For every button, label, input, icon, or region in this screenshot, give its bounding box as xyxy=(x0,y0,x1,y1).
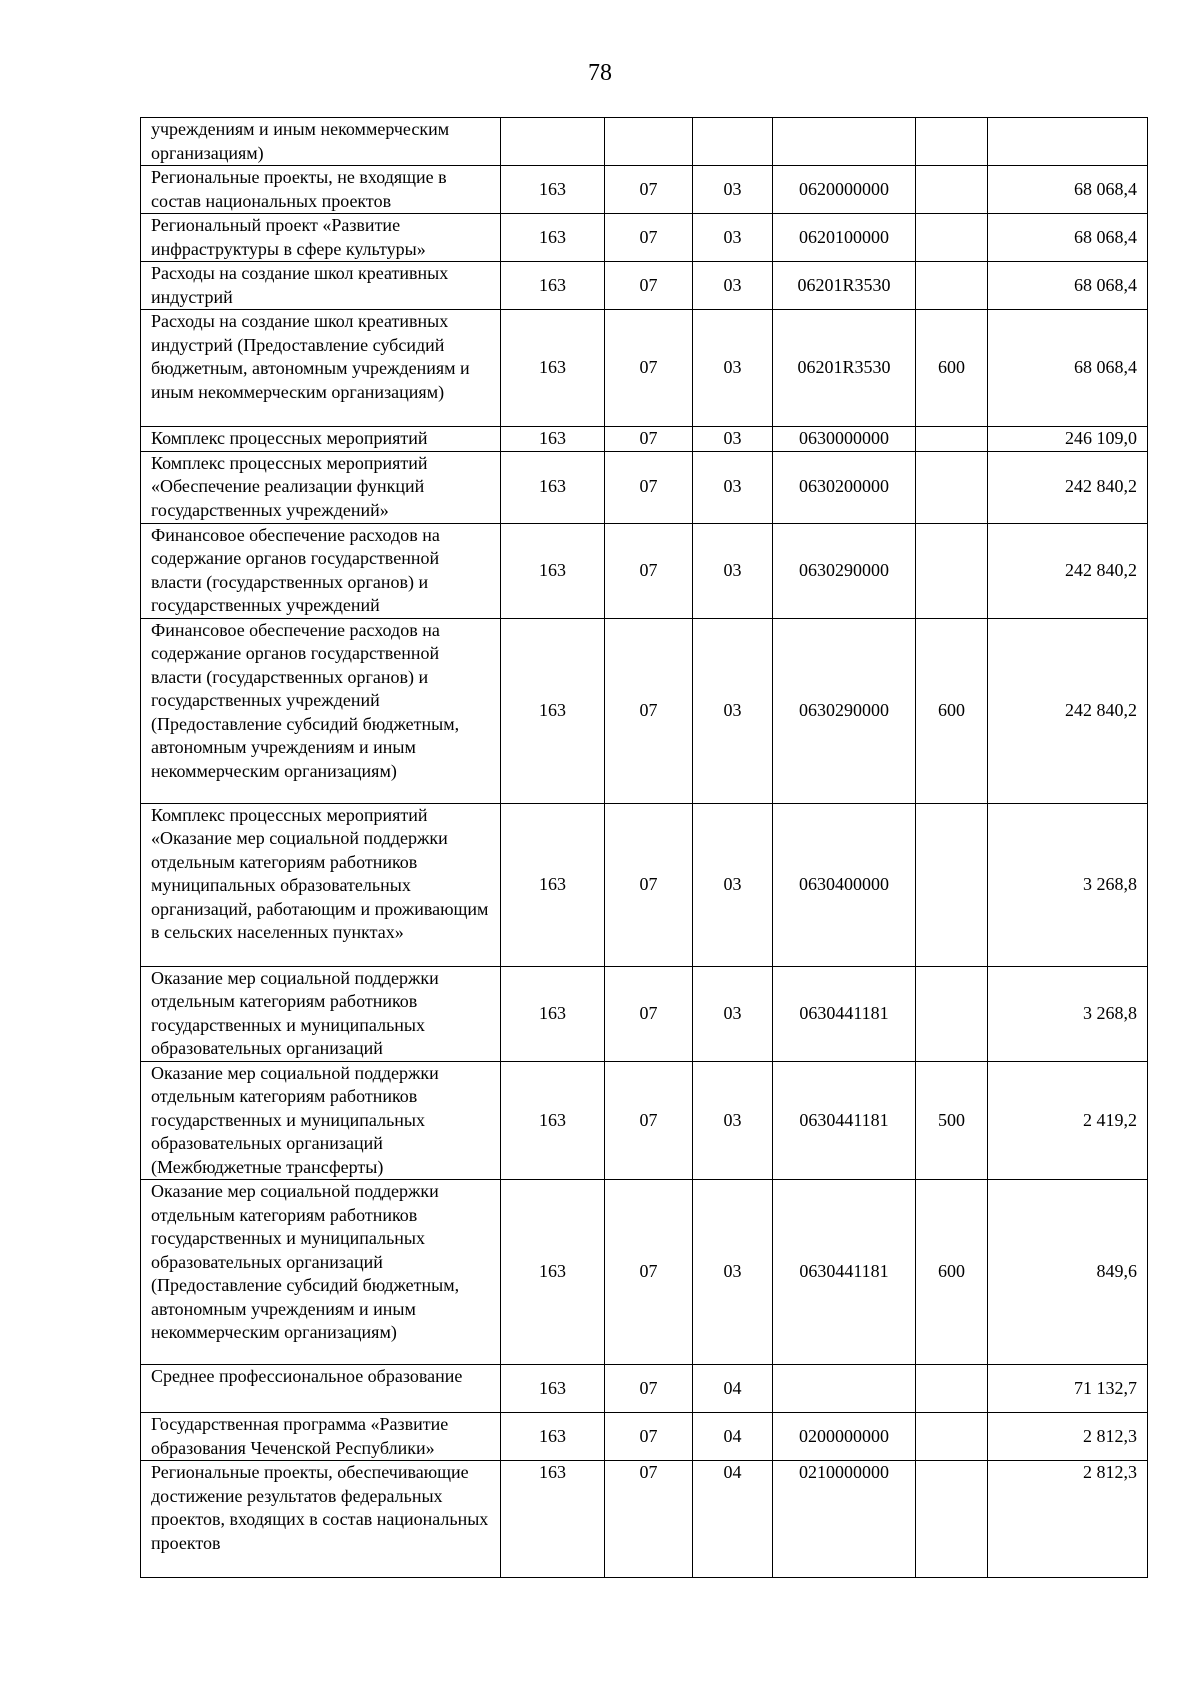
cell-code-vr xyxy=(916,118,988,166)
cell-code-pr: 04 xyxy=(693,1413,773,1461)
table-row xyxy=(141,310,1148,427)
cell-code-pr: 03 xyxy=(693,1180,773,1365)
cell-amount: 68 068,4 xyxy=(988,214,1148,262)
cell-code-gr: 163 xyxy=(501,803,605,966)
cell-code-pr: 04 xyxy=(693,1365,773,1413)
cell-code-csr: 06201R3530 xyxy=(773,310,916,427)
cell-expense-name: Оказание мер социальной поддержки отдельным категориям работников государственных и муниципальных образовательных организаций xyxy=(141,966,501,1061)
cell-code-csr: 0620000000 xyxy=(773,166,916,214)
cell-amount: 2 812,3 xyxy=(988,1413,1148,1461)
cell-amount: 2 419,2 xyxy=(988,1061,1148,1180)
cell-code-gr: 163 xyxy=(501,451,605,523)
budget-table xyxy=(140,117,1148,1578)
cell-expense-name: Оказание мер социальной поддержки отдельным категориям работников государственных и муниципальных образовательных организаций (Предоставление субсидий бюджетным, автономным учреждениям и иным некоммерческим организациям) xyxy=(141,1180,501,1365)
cell-code-pr: 03 xyxy=(693,523,773,618)
cell-amount: 242 840,2 xyxy=(988,451,1148,523)
cell-code-rz: 07 xyxy=(605,310,693,427)
cell-code-vr xyxy=(916,966,988,1061)
cell-code-rz: 07 xyxy=(605,1365,693,1413)
cell-code-gr: 163 xyxy=(501,427,605,452)
cell-code-gr: 163 xyxy=(501,1365,605,1413)
cell-code-gr: 163 xyxy=(501,166,605,214)
cell-code-csr: 0630441181 xyxy=(773,1180,916,1365)
cell-code-gr: 163 xyxy=(501,1061,605,1180)
cell-amount: 849,6 xyxy=(988,1180,1148,1365)
cell-amount: 246 109,0 xyxy=(988,427,1148,452)
cell-expense-name: учреждениям и иным некоммерческим организациям) xyxy=(141,118,501,166)
cell-expense-name: Государственная программа «Развитие образования Чеченской Республики» xyxy=(141,1413,501,1461)
cell-code-rz: 07 xyxy=(605,1180,693,1365)
cell-code-vr xyxy=(916,803,988,966)
table-row xyxy=(141,214,1148,262)
cell-code-pr: 03 xyxy=(693,451,773,523)
cell-code-gr: 163 xyxy=(501,966,605,1061)
table-row xyxy=(141,966,1148,1061)
cell-amount: 71 132,7 xyxy=(988,1365,1148,1413)
cell-code-rz: 07 xyxy=(605,262,693,310)
cell-expense-name: Финансовое обеспечение расходов на содержание органов государственной власти (государственных органов) и государственных учреждений (Предоставление субсидий бюджетным, автономным учреждениям и иным некоммерческим организациям) xyxy=(141,618,501,803)
cell-code-gr: 163 xyxy=(501,310,605,427)
table-row xyxy=(141,618,1148,803)
cell-amount: 242 840,2 xyxy=(988,523,1148,618)
cell-code-csr: 0630290000 xyxy=(773,618,916,803)
cell-amount: 68 068,4 xyxy=(988,262,1148,310)
cell-code-rz: 07 xyxy=(605,427,693,452)
cell-expense-name: Финансовое обеспечение расходов на содержание органов государственной власти (государственных органов) и государственных учреждений xyxy=(141,523,501,618)
cell-code-gr: 163 xyxy=(501,618,605,803)
table-row xyxy=(141,427,1148,452)
cell-code-csr: 0630441181 xyxy=(773,1061,916,1180)
table-row xyxy=(141,118,1148,166)
cell-code-rz: 07 xyxy=(605,214,693,262)
cell-code-pr xyxy=(693,118,773,166)
cell-expense-name: Региональные проекты, обеспечивающие достижение результатов федеральных проектов, входящих в состав национальных проектов xyxy=(141,1461,501,1578)
cell-amount: 3 268,8 xyxy=(988,803,1148,966)
cell-code-rz: 07 xyxy=(605,166,693,214)
cell-code-gr xyxy=(501,118,605,166)
cell-expense-name: Расходы на создание школ креативных индустрий (Предоставление субсидий бюджетным, автономным учреждениям и иным некоммерческим организациям) xyxy=(141,310,501,427)
cell-code-csr: 0210000000 xyxy=(773,1461,916,1578)
cell-code-gr: 163 xyxy=(501,1413,605,1461)
cell-code-vr xyxy=(916,523,988,618)
cell-code-gr: 163 xyxy=(501,523,605,618)
table-body xyxy=(141,118,1148,1578)
cell-code-pr: 03 xyxy=(693,166,773,214)
cell-code-csr: 0630400000 xyxy=(773,803,916,966)
cell-amount: 2 812,3 xyxy=(988,1461,1148,1578)
cell-code-csr xyxy=(773,1365,916,1413)
cell-code-pr: 03 xyxy=(693,966,773,1061)
cell-code-pr: 03 xyxy=(693,214,773,262)
cell-code-vr: 600 xyxy=(916,310,988,427)
cell-code-rz: 07 xyxy=(605,451,693,523)
table-row xyxy=(141,166,1148,214)
cell-code-csr: 0630441181 xyxy=(773,966,916,1061)
table-row xyxy=(141,1413,1148,1461)
cell-code-csr: 0620100000 xyxy=(773,214,916,262)
table-row xyxy=(141,451,1148,523)
table-row xyxy=(141,1180,1148,1365)
cell-amount: 68 068,4 xyxy=(988,166,1148,214)
cell-code-rz: 07 xyxy=(605,1061,693,1180)
cell-expense-name: Региональные проекты, не входящие в состав национальных проектов xyxy=(141,166,501,214)
cell-code-vr xyxy=(916,262,988,310)
cell-code-csr: 0630200000 xyxy=(773,451,916,523)
cell-expense-name: Среднее профессиональное образование xyxy=(141,1365,501,1413)
cell-code-vr: 600 xyxy=(916,618,988,803)
cell-code-pr: 03 xyxy=(693,1061,773,1180)
cell-code-csr: 0200000000 xyxy=(773,1413,916,1461)
cell-code-csr: 0630000000 xyxy=(773,427,916,452)
cell-code-rz xyxy=(605,118,693,166)
cell-code-vr: 600 xyxy=(916,1180,988,1365)
cell-code-gr: 163 xyxy=(501,262,605,310)
cell-code-vr xyxy=(916,427,988,452)
cell-amount xyxy=(988,118,1148,166)
table-row xyxy=(141,262,1148,310)
cell-code-rz: 07 xyxy=(605,523,693,618)
cell-code-pr: 03 xyxy=(693,427,773,452)
cell-code-vr xyxy=(916,166,988,214)
cell-code-vr xyxy=(916,1413,988,1461)
cell-code-vr xyxy=(916,214,988,262)
cell-expense-name: Оказание мер социальной поддержки отдельным категориям работников государственных и муниципальных образовательных организаций (Межбюджетные трансферты) xyxy=(141,1061,501,1180)
cell-code-csr xyxy=(773,118,916,166)
page-number: 78 xyxy=(588,60,612,86)
cell-expense-name: Расходы на создание школ креативных индустрий xyxy=(141,262,501,310)
cell-code-pr: 03 xyxy=(693,310,773,427)
cell-expense-name: Региональный проект «Развитие инфраструктуры в сфере культуры» xyxy=(141,214,501,262)
cell-code-gr: 163 xyxy=(501,1461,605,1578)
cell-code-gr: 163 xyxy=(501,214,605,262)
cell-code-pr: 04 xyxy=(693,1461,773,1578)
table-row xyxy=(141,523,1148,618)
cell-code-vr: 500 xyxy=(916,1061,988,1180)
table-row xyxy=(141,1061,1148,1180)
cell-code-csr: 06201R3530 xyxy=(773,262,916,310)
cell-code-vr xyxy=(916,1461,988,1578)
cell-code-rz: 07 xyxy=(605,618,693,803)
cell-code-vr xyxy=(916,451,988,523)
table-row xyxy=(141,1461,1148,1578)
table-row xyxy=(141,803,1148,966)
cell-code-pr: 03 xyxy=(693,262,773,310)
cell-code-rz: 07 xyxy=(605,1413,693,1461)
cell-code-pr: 03 xyxy=(693,618,773,803)
cell-expense-name: Комплекс процессных мероприятий «Обеспечение реализации функций государственных учреждений» xyxy=(141,451,501,523)
cell-amount: 68 068,4 xyxy=(988,310,1148,427)
cell-amount: 242 840,2 xyxy=(988,618,1148,803)
cell-code-gr: 163 xyxy=(501,1180,605,1365)
cell-amount: 3 268,8 xyxy=(988,966,1148,1061)
table-row xyxy=(141,1365,1148,1413)
cell-expense-name: Комплекс процессных мероприятий xyxy=(141,427,501,452)
cell-code-rz: 07 xyxy=(605,1461,693,1578)
cell-code-csr: 0630290000 xyxy=(773,523,916,618)
cell-code-vr xyxy=(916,1365,988,1413)
cell-code-pr: 03 xyxy=(693,803,773,966)
cell-expense-name: Комплекс процессных мероприятий «Оказание мер социальной поддержки отдельным категориям работников муниципальных образовательных организаций, работающим и проживающим в сельских населенных пунктах» xyxy=(141,803,501,966)
cell-code-rz: 07 xyxy=(605,803,693,966)
cell-code-rz: 07 xyxy=(605,966,693,1061)
